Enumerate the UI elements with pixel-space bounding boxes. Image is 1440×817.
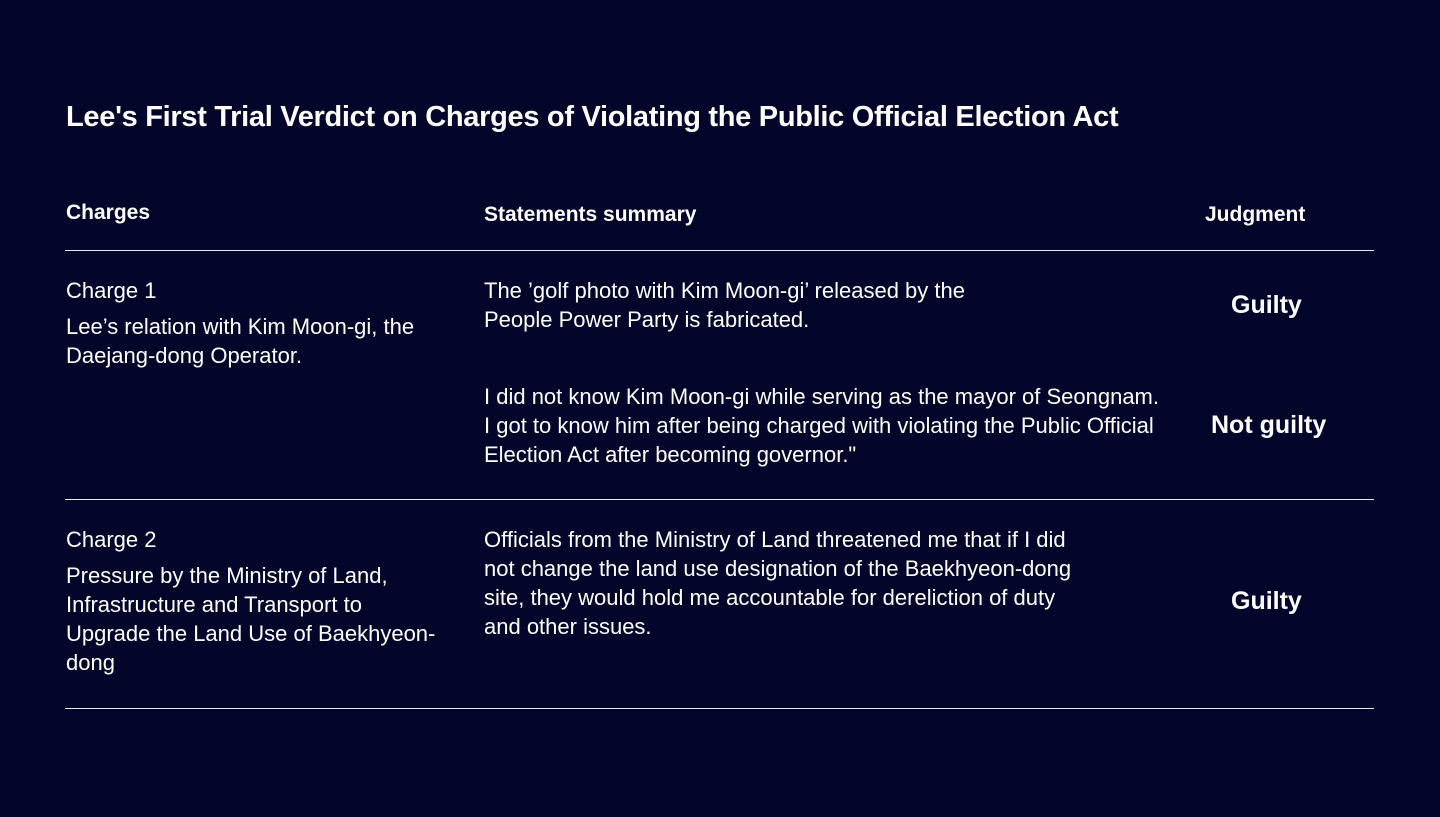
charge-2-statement-1-judgment: Guilty: [1231, 587, 1302, 615]
charge-2-statement-1: Officials from the Ministry of Land threatened me that if I did not change the land use designation of the Baekhyeon-dong site, they would hold me accountable for dereliction of duty and other issues.: [484, 527, 1072, 639]
page-title: Lee's First Trial Verdict on Charges of Violating the Public Official Election Act: [66, 101, 1119, 133]
charge-1-statement-2: I did not know Kim Moon-gi while serving as the mayor of Seongnam. I got to know him after being charged with violating the Public Official Election Act after becoming governor.": [484, 384, 1159, 467]
charge-2-cell: [66, 525, 436, 677]
table-bottom-divider: [65, 708, 1374, 709]
charge-1-number: Charge 1: [66, 278, 157, 303]
charge-2-description: Pressure by the Ministry of Land, Infrastructure and Transport to Upgrade the Land Use of Baekhyeon-dong: [66, 563, 436, 675]
charge-1-statement-2-judgment: Not guilty: [1211, 411, 1327, 439]
charge-1-cell: [66, 276, 436, 370]
charge-1-statement-1: The ’golf photo with Kim Moon-gi’ released by the People Power Party is fabricated.: [484, 278, 965, 332]
header-divider: [65, 250, 1374, 251]
charge-1-description: Lee’s relation with Kim Moon-gi, the Daejang-dong Operator.: [66, 314, 415, 368]
charge-2-number: Charge 2: [66, 527, 157, 552]
judgment-column-header: Judgment: [1205, 203, 1306, 226]
charges-column-header: Charges: [66, 201, 151, 224]
charge-1-statement-1-judgment: Guilty: [1231, 291, 1302, 319]
statements-column-header: Statements summary: [484, 203, 697, 226]
row-divider: [65, 499, 1374, 500]
